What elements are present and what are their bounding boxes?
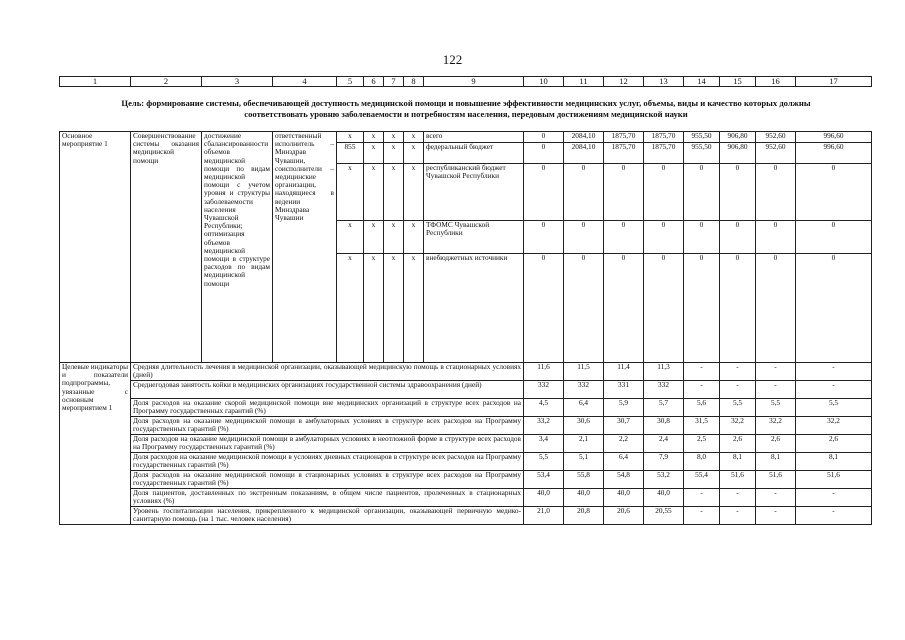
measure-title: Совершенствование системы оказания медицинской помощи	[131, 132, 202, 363]
measure-name: Основное мероприятие 1	[60, 132, 131, 363]
indicator-row	[60, 507, 872, 525]
col-num: 9	[424, 77, 524, 87]
value-cell: 55,8	[564, 471, 604, 489]
measure-executor: ответственный исполнитель – Минздрав Чувашии, соисполнители – медицинские организации, находящиеся в ведении Минздрава Чувашии	[273, 132, 337, 363]
value-cell: 32,2	[796, 417, 872, 435]
code-cell: x	[384, 143, 404, 164]
indicator-text: Доля расходов на оказание скорой медицинской помощи вне медицинских организаций в структуре всех расходов на Программу государственных гарантий (%)	[131, 399, 524, 417]
value-cell: 0	[644, 221, 684, 254]
value-cell: 0	[524, 143, 564, 164]
funding-source: федеральный бюджет	[424, 143, 524, 164]
goal-heading: Цель: формирование системы, обеспечивающей доступность медицинской помощи и повышение эффективности медицинских услуг, объемы, виды и качество которых должны соответствовать уровню заболеваемости и потребностям населения, передовым достижениям медицинской науки	[121, 98, 811, 119]
value-cell: -	[684, 489, 720, 507]
indicators-label: Целевые индикаторы и показатели подпрограммы, увязанные с основным мероприятием 1	[60, 363, 131, 525]
value-cell: 55,4	[684, 471, 720, 489]
value-cell: 0	[644, 164, 684, 221]
value-cell: 906,80	[720, 132, 756, 143]
funding-source: ТФОМС Чувашской Республики	[424, 221, 524, 254]
value-cell: 32,2	[756, 417, 796, 435]
indicator-row	[60, 417, 872, 435]
col-num: 3	[202, 77, 273, 87]
value-cell: 332	[644, 381, 684, 399]
value-cell: -	[720, 363, 756, 381]
value-cell: 2,6	[756, 435, 796, 453]
value-cell: 332	[524, 381, 564, 399]
value-cell: 0	[524, 164, 564, 221]
value-cell: 51,6	[756, 471, 796, 489]
code-cell: x	[337, 164, 364, 221]
value-cell: -	[720, 489, 756, 507]
col-num: 11	[564, 77, 604, 87]
value-cell: 3,4	[524, 435, 564, 453]
value-cell: 952,60	[756, 132, 796, 143]
value-cell: 40,0	[524, 489, 564, 507]
value-cell: 2,6	[720, 435, 756, 453]
indicator-text: Уровень госпитализации населения, прикрепленного к медицинской организации, оказывающей первичную медико-санитарную помощь (на 1 тыс. человек населения)	[131, 507, 524, 525]
funding-source: всего	[424, 132, 524, 143]
value-cell: -	[684, 381, 720, 399]
value-cell: 4,5	[524, 399, 564, 417]
value-cell: -	[756, 507, 796, 525]
value-cell: 5,9	[604, 399, 644, 417]
value-cell: 5,5	[796, 399, 872, 417]
value-cell: 6,4	[564, 399, 604, 417]
code-cell: 855	[337, 143, 364, 164]
value-cell: 2,4	[644, 435, 684, 453]
funding-source: внебюджетных источники	[424, 254, 524, 363]
indicator-row	[60, 399, 872, 417]
value-cell: 40,0	[644, 489, 684, 507]
value-cell: 0	[604, 164, 644, 221]
code-cell: x	[404, 164, 424, 221]
col-num: 13	[644, 77, 684, 87]
value-cell: 0	[720, 164, 756, 221]
value-cell: 5,5	[720, 399, 756, 417]
value-cell: 0	[720, 254, 756, 363]
col-num: 6	[364, 77, 384, 87]
value-cell: 0	[756, 164, 796, 221]
value-cell: 0	[684, 221, 720, 254]
col-num: 7	[384, 77, 404, 87]
code-cell: x	[384, 132, 404, 143]
value-cell: 2084,10	[564, 132, 604, 143]
value-cell: 1875,70	[604, 132, 644, 143]
value-cell: 11,5	[564, 363, 604, 381]
code-cell: x	[337, 132, 364, 143]
value-cell: 11,3	[644, 363, 684, 381]
value-cell: 2,5	[684, 435, 720, 453]
indicator-text: Доля расходов на оказание медицинской помощи в условиях дневных стационаров в структуре всех расходов на Программу государственных гарантий (%)	[131, 453, 524, 471]
value-cell: 11,6	[524, 363, 564, 381]
col-num: 5	[337, 77, 364, 87]
value-cell: 8,1	[756, 453, 796, 471]
value-cell: 0	[524, 132, 564, 143]
value-cell: 32,2	[720, 417, 756, 435]
funding-row	[60, 132, 872, 143]
code-cell: x	[337, 254, 364, 363]
value-cell: 20,6	[604, 507, 644, 525]
value-cell: -	[720, 507, 756, 525]
col-num: 17	[796, 77, 872, 87]
value-cell: 30,7	[604, 417, 644, 435]
col-num: 14	[684, 77, 720, 87]
value-cell: -	[756, 489, 796, 507]
indicator-row	[60, 381, 872, 399]
value-cell: -	[796, 489, 872, 507]
code-cell: x	[404, 221, 424, 254]
page-number: 122	[442, 52, 463, 67]
code-cell: x	[364, 221, 384, 254]
value-cell: 332	[564, 381, 604, 399]
code-cell: x	[364, 254, 384, 363]
col-num: 1	[60, 77, 131, 87]
program-table	[59, 131, 872, 525]
value-cell: 21,0	[524, 507, 564, 525]
value-cell: -	[796, 381, 872, 399]
indicator-row	[60, 453, 872, 471]
value-cell: 331	[604, 381, 644, 399]
value-cell: 0	[796, 221, 872, 254]
indicator-row	[60, 435, 872, 453]
value-cell: 40,0	[564, 489, 604, 507]
indicator-text: Доля расходов на оказание медицинской помощи в амбулаторных условиях в структуре всех расходов на Программу государственных гарантий (%)	[131, 417, 524, 435]
funding-source: республиканский бюджет Чувашской Республики	[424, 164, 524, 221]
value-cell: 8,1	[720, 453, 756, 471]
value-cell: 0	[524, 254, 564, 363]
value-cell: 0	[684, 254, 720, 363]
value-cell: 0	[796, 254, 872, 363]
value-cell: 996,60	[796, 132, 872, 143]
value-cell: 5,5	[524, 453, 564, 471]
value-cell: 6,4	[604, 453, 644, 471]
value-cell: 2,1	[564, 435, 604, 453]
value-cell: 20,55	[644, 507, 684, 525]
value-cell: 996,60	[796, 143, 872, 164]
indicator-row	[60, 489, 872, 507]
value-cell: 1875,70	[604, 143, 644, 164]
value-cell: 0	[604, 254, 644, 363]
value-cell: 5,1	[564, 453, 604, 471]
code-cell: x	[364, 164, 384, 221]
value-cell: 0	[564, 254, 604, 363]
value-cell: -	[684, 507, 720, 525]
col-num: 10	[524, 77, 564, 87]
indicator-text: Доля пациентов, доставленных по экстренным показаниям, в общем числе пациентов, пролеченных в стационарных условиях (%)	[131, 489, 524, 507]
value-cell: 31,5	[684, 417, 720, 435]
value-cell: 40,0	[604, 489, 644, 507]
value-cell: 0	[720, 221, 756, 254]
col-num: 4	[273, 77, 337, 87]
value-cell: 0	[756, 254, 796, 363]
value-cell: 8,0	[684, 453, 720, 471]
value-cell: 2,6	[796, 435, 872, 453]
value-cell: 0	[564, 164, 604, 221]
code-cell: x	[384, 164, 404, 221]
value-cell: 53,2	[644, 471, 684, 489]
value-cell: 952,60	[756, 143, 796, 164]
code-cell: x	[384, 254, 404, 363]
code-cell: x	[364, 132, 384, 143]
value-cell: 5,7	[644, 399, 684, 417]
value-cell: -	[720, 381, 756, 399]
value-cell: 51,6	[796, 471, 872, 489]
value-cell: 0	[684, 164, 720, 221]
col-num: 16	[756, 77, 796, 87]
value-cell: 5,6	[684, 399, 720, 417]
col-num: 2	[131, 77, 202, 87]
value-cell: 955,50	[684, 132, 720, 143]
value-cell: 906,80	[720, 143, 756, 164]
col-num: 12	[604, 77, 644, 87]
code-cell: x	[404, 132, 424, 143]
value-cell: 30,6	[564, 417, 604, 435]
value-cell: 20,8	[564, 507, 604, 525]
indicator-row	[60, 471, 872, 489]
indicator-row	[60, 363, 872, 381]
value-cell: 0	[756, 221, 796, 254]
value-cell: 11,4	[604, 363, 644, 381]
col-num: 8	[404, 77, 424, 87]
value-cell: 1875,70	[644, 143, 684, 164]
column-number-header	[59, 76, 872, 87]
value-cell: 33,2	[524, 417, 564, 435]
value-cell: 51,6	[720, 471, 756, 489]
value-cell: 955,50	[684, 143, 720, 164]
value-cell: 0	[524, 221, 564, 254]
value-cell: 0	[796, 164, 872, 221]
value-cell: 0	[564, 221, 604, 254]
measure-purpose: достижение сбалансированности объемов медицинской помощи по видам медицинской помощи с учетом уровня и структуры заболеваемости населения Чувашской Республики; оптимизация объемов медицинской помощи в структуре расходов по видам медицинской помощи	[202, 132, 273, 363]
code-cell: x	[384, 221, 404, 254]
indicator-text: Доля расходов на оказание медицинской помощи в стационарных условиях в структуре всех расходов на Программу государственных гарантий (%)	[131, 471, 524, 489]
value-cell: -	[756, 363, 796, 381]
value-cell: 0	[644, 254, 684, 363]
value-cell: 7,9	[644, 453, 684, 471]
indicator-text: Среднегодовая занятость койки в медицинских организациях государственной системы здравоохранения (дней)	[131, 381, 524, 399]
value-cell: 8,1	[796, 453, 872, 471]
value-cell: 54,8	[604, 471, 644, 489]
code-cell: x	[364, 143, 384, 164]
col-num: 15	[720, 77, 756, 87]
value-cell: -	[684, 363, 720, 381]
value-cell: -	[796, 507, 872, 525]
value-cell: 2084,10	[564, 143, 604, 164]
value-cell: 1875,70	[644, 132, 684, 143]
value-cell: -	[756, 381, 796, 399]
value-cell: -	[796, 363, 872, 381]
value-cell: 2,2	[604, 435, 644, 453]
code-cell: x	[337, 221, 364, 254]
indicator-text: Средняя длительность лечения в медицинской организации, оказывающей медицинскую помощь в стационарных условиях (дней)	[131, 363, 524, 381]
value-cell: 53,4	[524, 471, 564, 489]
value-cell: 0	[604, 221, 644, 254]
value-cell: 5,5	[756, 399, 796, 417]
code-cell: x	[404, 143, 424, 164]
indicator-text: Доля расходов на оказание медицинской помощи в амбулаторных условиях в неотложной форме в структуре всех расходов на Программу государственных гарантий (%)	[131, 435, 524, 453]
code-cell: x	[404, 254, 424, 363]
value-cell: 30,8	[644, 417, 684, 435]
